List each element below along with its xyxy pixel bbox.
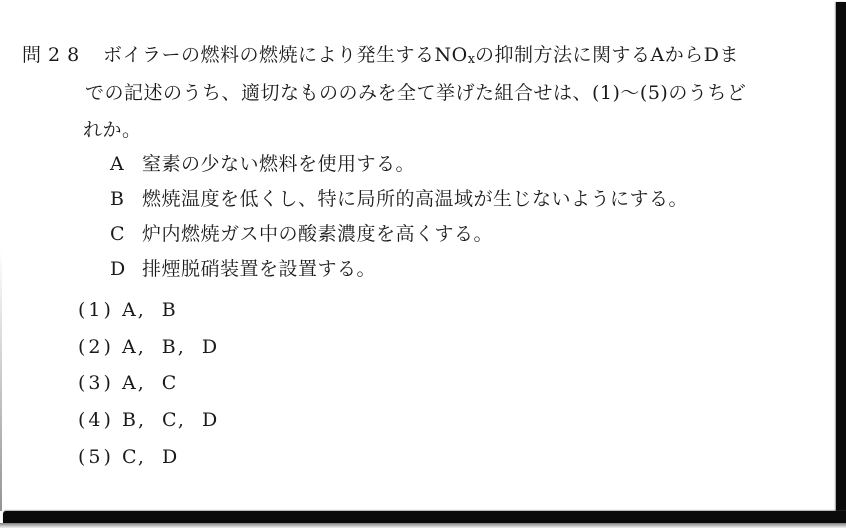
- statement-a-text: 窒素の少ない燃料を使用する。: [142, 153, 416, 175]
- choice-2-text: A, B, D: [122, 336, 220, 358]
- choice-4-text: B, C, D: [122, 409, 220, 431]
- choice-4-number: (4): [78, 409, 114, 431]
- statement-a-label: A: [110, 153, 125, 175]
- question-text-part-1: ボイラーの燃料の燃焼により発生するNO: [103, 44, 468, 66]
- question-line-2: での記述のうち、適切なもののみを全て挙げた組合せは、(1)～(5)のうちど: [85, 82, 747, 104]
- nox-subscript: x: [467, 52, 476, 67]
- choice-5: [78, 444, 179, 470]
- question-line-1: [22, 42, 739, 73]
- statement-c: [110, 221, 493, 247]
- statement-d-label: D: [110, 258, 126, 280]
- question-line-3: れか。: [83, 119, 142, 141]
- statement-c-label: C: [110, 223, 126, 245]
- statement-d: [110, 256, 376, 282]
- choice-3-number: (3): [78, 372, 114, 394]
- question-number: 問28: [22, 44, 87, 66]
- choice-3: [78, 370, 178, 396]
- choice-1-number: (1): [78, 299, 114, 321]
- statement-b-text: 燃焼温度を低くし、特に局所的高温域が生じないようにする。: [142, 188, 689, 210]
- scan-edge-right: [836, 2, 846, 523]
- scan-edge-left: [0, 250, 2, 511]
- statement-b: [110, 186, 688, 212]
- statement-d-text: 排煙脱硝装置を設置する。: [142, 258, 377, 280]
- choice-2-number: (2): [78, 336, 114, 358]
- choice-2: [78, 334, 219, 360]
- question-text-part-2: の抑制方法に関するAからDま: [475, 44, 740, 66]
- choice-5-text: C, D: [122, 446, 180, 468]
- choice-3-text: A, C: [122, 372, 179, 394]
- choice-5-number: (5): [78, 446, 114, 468]
- scan-edge-bottom-shadow: [0, 523, 846, 528]
- scan-edge-bottom: [3, 511, 846, 523]
- choice-4: [78, 407, 219, 433]
- statement-b-label: B: [110, 188, 125, 210]
- choice-1: [78, 297, 178, 323]
- choice-1-text: A, B: [122, 299, 178, 321]
- statement-c-text: 炉内燃焼ガス中の酸素濃度を高くする。: [142, 223, 494, 245]
- statement-a: [110, 151, 415, 177]
